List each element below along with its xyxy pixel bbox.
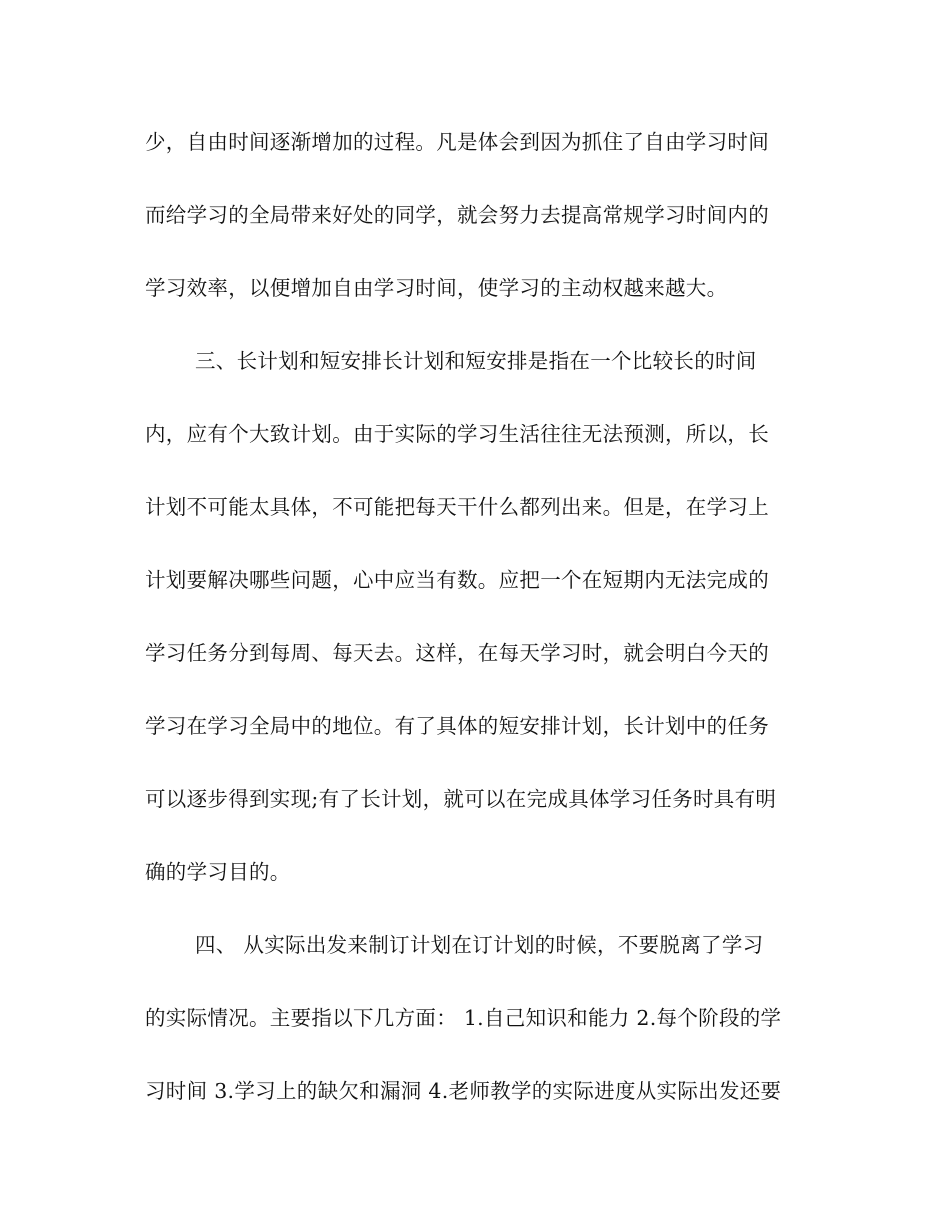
text-line: 而给学习的全局带来好处的同学，就会努力去提高常规学习时间内的 [145, 203, 769, 227]
text-line: 少，自由时间逐渐增加的过程。凡是体会到因为抓住了自由学习时间 [145, 130, 769, 154]
text-line: 的实际情况。主要指以下几方面： 1.自己知识和能力 2.每个阶段的学 [145, 1006, 782, 1030]
text-line: 习时间 3.学习上的缺欠和漏洞 4.老师教学的实际进度从实际出发还要 [145, 1079, 782, 1103]
text-line: 学习效率，以便增加自由学习时间，使学习的主动权越来越大。 [145, 276, 728, 300]
text-line: 确的学习目的。 [145, 860, 291, 884]
text-line: 学习任务分到每周、每天去。这样，在每天学习时，就会明白今天的 [145, 641, 769, 665]
text-line: 内，应有个大致计划。由于实际的学习生活往往无法预测，所以，长 [145, 422, 769, 446]
text-line: 计划不可能太具体，不可能把每天干什么都列出来。但是，在学习上 [145, 495, 769, 519]
text-line: 计划要解决哪些问题，心中应当有数。应把一个在短期内无法完成的 [145, 568, 769, 592]
text-line: 学习在学习全局中的地位。有了具体的短安排计划，长计划中的任务 [145, 714, 769, 738]
section-heading-four: 四、 从实际出发来制订计划在订计划的时候，不要脱离了学习 [195, 933, 764, 957]
section-heading-three: 三、长计划和短安排长计划和短安排是指在一个比较长的时间 [195, 349, 757, 373]
text-line: 可以逐步得到实现;有了长计划，就可以在完成具体学习任务时具有明 [145, 787, 777, 811]
